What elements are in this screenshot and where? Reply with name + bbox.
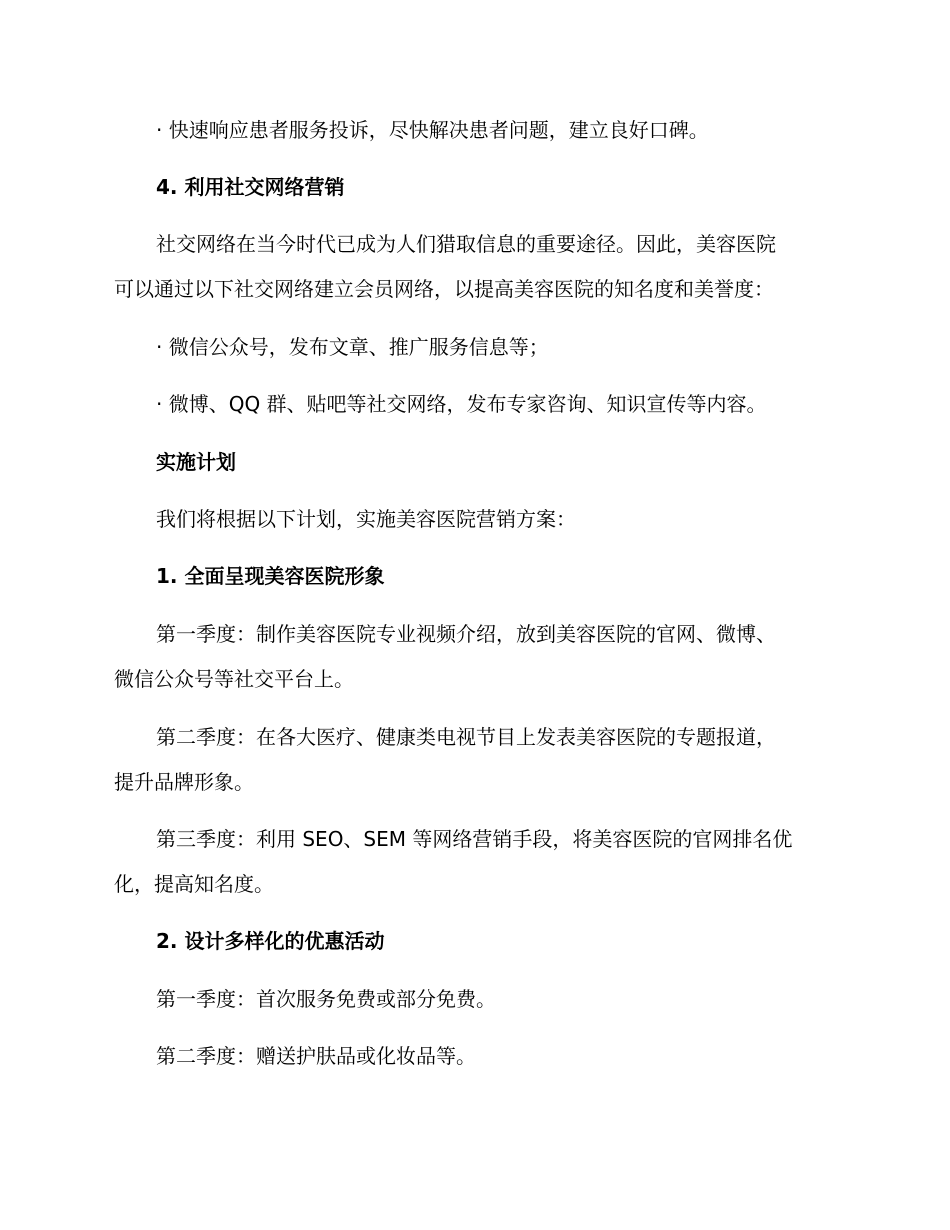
bullet-weibo-qq: · 微博、QQ 群、贴吧等社交网络，发布专家咨询、知识宣传等内容。 [156, 392, 767, 416]
q2-brand-line1: 第二季度：在各大医疗、健康类电视节目上发表美容医院的专题报道， [156, 725, 776, 749]
paragraph-social-intro-line2: 可以通过以下社交网络建立会员网络，以提高美容医院的知名度和美誉度： [114, 277, 774, 301]
q2-promotion: 第二季度：赠送护肤品或化妆品等。 [156, 1044, 476, 1068]
bullet-complaint-response: · 快速响应患者服务投诉，尽快解决患者问题，建立良好口碑。 [156, 118, 709, 142]
bullet-wechat: · 微信公众号，发布文章、推广服务信息等； [156, 335, 549, 359]
q2-brand-line2: 提升品牌形象。 [114, 770, 254, 794]
heading-promotions: 2. 设计多样化的优惠活动 [156, 929, 385, 953]
q3-brand-line2: 化，提高知名度。 [114, 872, 274, 896]
q1-brand-line1: 第一季度：制作美容医院专业视频介绍，放到美容医院的官网、微博、 [156, 622, 776, 646]
q3-brand-line1: 第三季度：利用 SEO、SEM 等网络营销手段，将美容医院的官网排名优 [156, 827, 793, 851]
q1-promotion: 第一季度：首次服务免费或部分免费。 [156, 987, 496, 1011]
heading-implementation-plan: 实施计划 [156, 450, 236, 474]
q1-brand-line2: 微信公众号等社交平台上。 [114, 667, 354, 691]
paragraph-plan-intro: 我们将根据以下计划，实施美容医院营销方案： [156, 507, 576, 531]
heading-brand-image: 1. 全面呈现美容医院形象 [156, 564, 385, 588]
paragraph-social-intro-line1: 社交网络在当今时代已成为人们猎取信息的重要途径。因此，美容医院 [156, 232, 776, 256]
heading-social-marketing: 4. 利用社交网络营销 [156, 175, 345, 199]
